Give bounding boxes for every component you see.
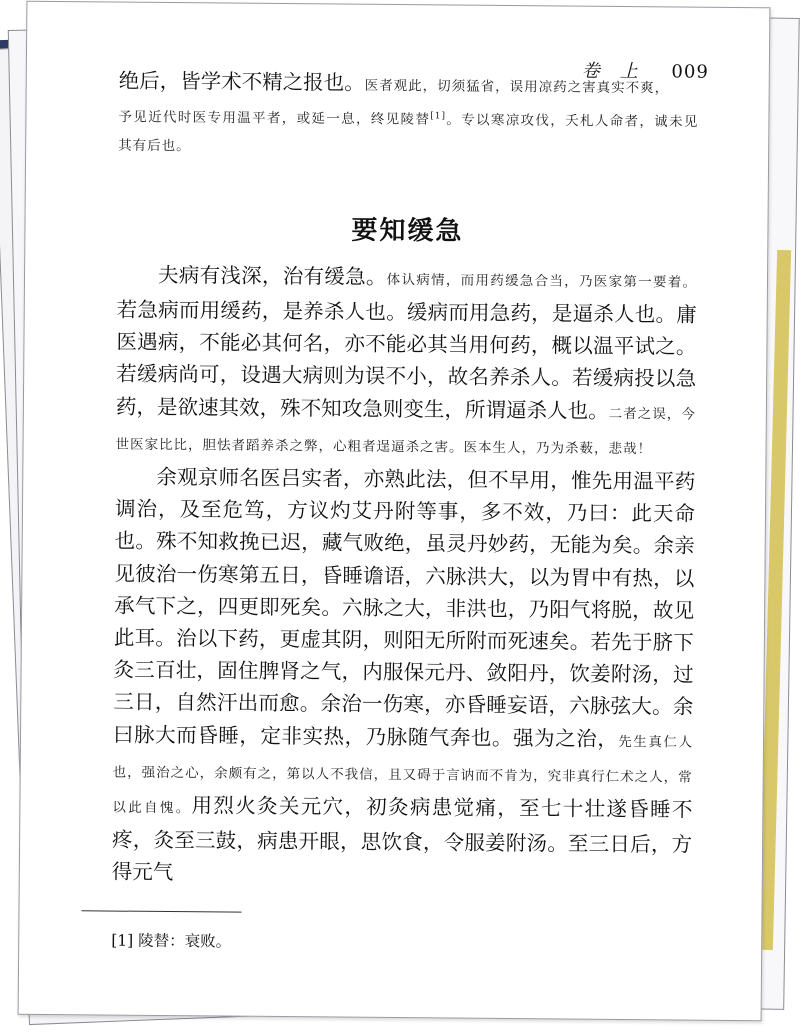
paragraph-one-note: 体认病情，而用药缓急合当，乃医家第一要着。 [386, 271, 698, 291]
opening-annotation: 医者观此，切须猛省，误用凉药之害真实不爽， [364, 77, 670, 97]
paragraph-one-body: 若急病而用缓药，是养杀人也。缓病而用急药，是逼杀人也。庸医遇病，不能必其何名，亦不能必其当用何药，概以温平试之。若缓病尚可，设遇大病则为误不小，故名养杀人。若缓病投以急药，是欲速其效，殊不知攻急则变生，所谓逼杀人也。 [115, 297, 697, 423]
paragraph-one-lead: 夫病有浅深，治有缓急。 [157, 262, 387, 289]
footnote: [1] 陵替：衰败。 [111, 931, 232, 951]
paragraph-two [112, 460, 696, 893]
header-volume: 卷 上 [581, 60, 639, 83]
opening-main-text: 绝后，皆学术不精之报也。 [118, 68, 365, 95]
paragraph-two-body-2: 用烈火灸关元穴，初灸病患觉痛，至七十壮遂昏睡不疼，灸至三鼓，病患开眼，思饮食，令服姜附汤。至三日后，方得元气 [111, 793, 693, 885]
footnote-reference: [1] [430, 111, 447, 122]
page-content [112, 65, 699, 894]
annotation-line: 予见近代时医专用温平者，或延一息，终见陵替 [118, 109, 431, 129]
section-title: 要知缓急 [351, 215, 464, 247]
annotation-line-2: 。专以寒凉攻伐，夭札人命者，诚未见其有后也。 [118, 112, 699, 154]
paragraph-two-body: 余观京师名医吕实者，亦熟此法，但不早用，惟先用温平药调治，及至危笃，方议灼艾丹附等事，多不效，乃曰：此天命也。殊不知救挽已迟，藏气败绝，虽灵丹妙药，无能为矣。余亲见彼治一伤寒第五日，昏睡谵语，六脉洪大，以为胃中有热，以承气下之，四更即死矣。六脉之大，非洪也，乃阳气将脱，故见此耳。治以下药，更虚其阴，则阳无所附而死速矣。若先于脐下灸三百壮，固住脾肾之气，内服保元丹、敛阳丹，饮姜附汤，过三日，自然汗出而愈。余治一伤寒，亦昏睡妄语，六脉弦大。余曰脉大而昏睡，定非实热，乃脉随气奔也。强为之治， [112, 464, 696, 751]
opening-paragraph [119, 65, 699, 105]
paragraph-one [115, 258, 697, 465]
paragraph-one-note-2: 二者之误，今世医家比比，胆怯者蹈养杀之弊，心粗者逞逼杀之害。医本生人，乃为杀薮，悲哉！ [115, 405, 696, 457]
book-page [18, 1, 771, 1021]
paragraph-two-note: 先生真仁人也，强治之心，余颇有之，第以人不我信，且又碍于言讷而不肯为，究非真行仁术之人，常以此自愧。 [112, 733, 694, 817]
opening-annotation-continued [118, 100, 698, 165]
footnote-separator [81, 910, 241, 912]
header-page-number: 009 [671, 61, 709, 83]
